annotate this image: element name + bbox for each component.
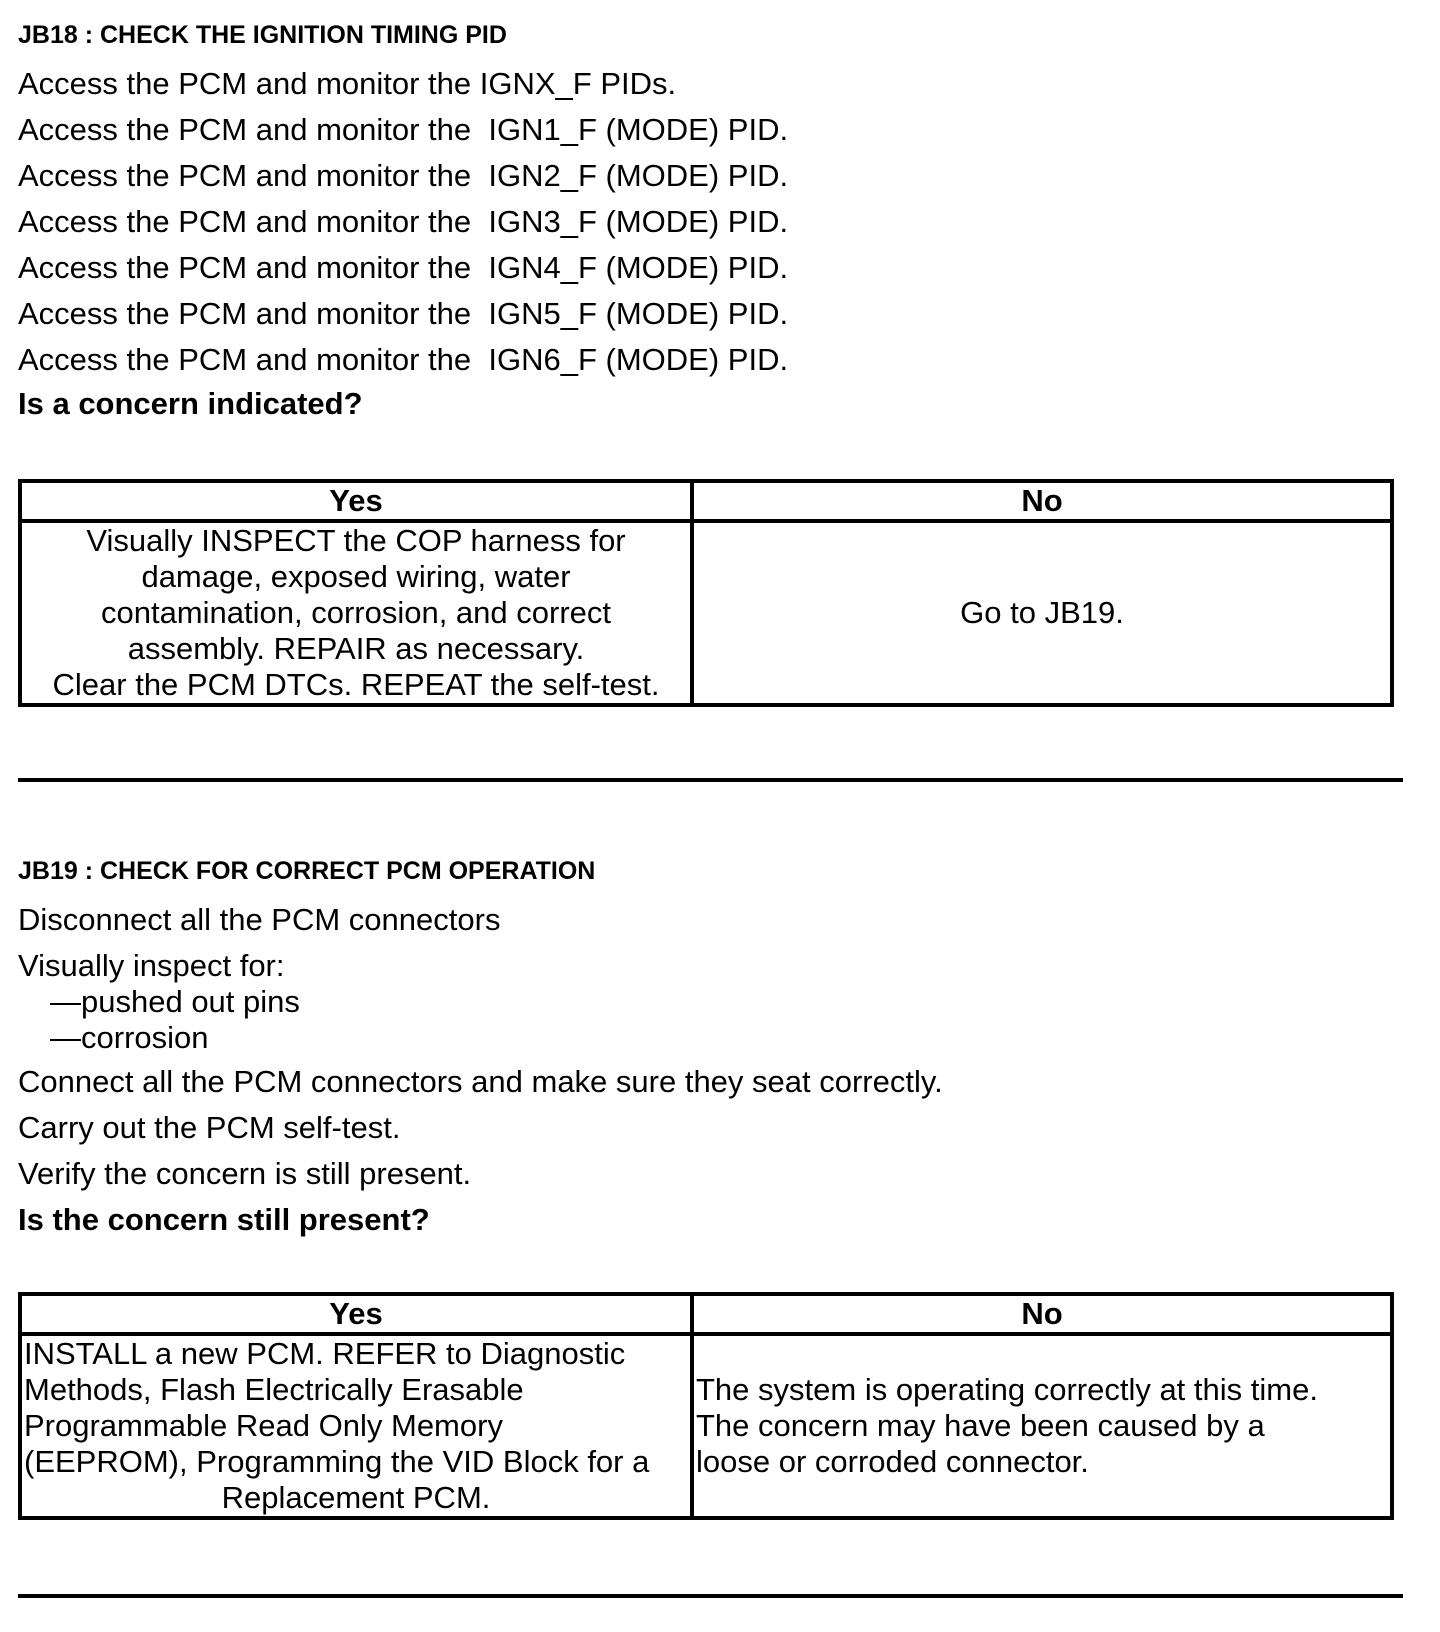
jb19-step-4: Carry out the PCM self-test. [18, 1110, 401, 1145]
jb18-yes-line-1: Visually INSPECT the COP harness for [86, 523, 626, 558]
jb19-no-line-1: The system is operating correctly at this time. [696, 1372, 1318, 1407]
jb18-step-5: Access the PCM and monitor the IGN4_F (MODE) PID. [18, 250, 789, 285]
jb19-yes-line-5: Replacement PCM. [221, 1480, 491, 1515]
jb18-decision-table [18, 479, 1394, 707]
jb19-no-header: No [692, 1294, 1392, 1334]
jb18-divider [18, 778, 1403, 782]
jb19-yes-header: Yes [20, 1294, 692, 1334]
jb19-sub-item-1: —pushed out pins [50, 984, 300, 1019]
jb19-sub-item-2: —corrosion [50, 1020, 209, 1055]
jb19-question: Is the concern still present? [18, 1202, 430, 1237]
jb19-decision-table [18, 1292, 1394, 1520]
jb18-yes-cell [20, 521, 692, 705]
jb18-step-6: Access the PCM and monitor the IGN5_F (MODE) PID. [18, 296, 789, 331]
jb18-question: Is a concern indicated? [18, 386, 363, 421]
jb18-yes-line-5: Clear the PCM DTCs. REPEAT the self-test. [52, 667, 660, 702]
jb19-heading: JB19 : CHECK FOR CORRECT PCM OPERATION [18, 857, 596, 885]
jb19-no-line-3: loose or corroded connector. [696, 1444, 1089, 1479]
jb19-no-line-2: The concern may have been caused by a [696, 1408, 1265, 1443]
jb18-step-1: Access the PCM and monitor the IGNX_F PIDs. [18, 66, 677, 101]
jb19-divider [18, 1594, 1403, 1598]
jb19-step-5: Verify the concern is still present. [18, 1156, 472, 1191]
jb18-step-2: Access the PCM and monitor the IGN1_F (MODE) PID. [18, 112, 789, 147]
jb18-heading: JB18 : CHECK THE IGNITION TIMING PID [18, 21, 507, 49]
jb18-step-3: Access the PCM and monitor the IGN2_F (MODE) PID. [18, 158, 789, 193]
jb19-yes-line-4: (EEPROM), Programming the VID Block for a [24, 1444, 650, 1479]
jb19-step-1: Disconnect all the PCM connectors [18, 902, 501, 937]
jb18-yes-line-2: damage, exposed wiring, water [141, 559, 571, 594]
jb19-step-3: Connect all the PCM connectors and make sure they seat correctly. [18, 1064, 943, 1099]
jb18-yes-line-3: contamination, corrosion, and correct [100, 595, 612, 630]
jb18-no-header: No [692, 481, 1392, 521]
jb19-yes-line-1: INSTALL a new PCM. REFER to Diagnostic [24, 1336, 626, 1371]
jb19-yes-cell [20, 1334, 692, 1518]
jb18-yes-header: Yes [20, 481, 692, 521]
jb19-yes-line-2: Methods, Flash Electrically Erasable [24, 1372, 524, 1407]
jb19-no-cell [692, 1334, 1392, 1518]
jb18-step-4: Access the PCM and monitor the IGN3_F (MODE) PID. [18, 204, 789, 239]
jb18-yes-line-4: assembly. REPAIR as necessary. [127, 631, 585, 666]
jb18-no-cell: Go to JB19. [692, 521, 1392, 705]
jb19-yes-line-3: Programmable Read Only Memory [24, 1408, 503, 1443]
jb19-step-2: Visually inspect for: [18, 948, 285, 983]
jb18-step-7: Access the PCM and monitor the IGN6_F (MODE) PID. [18, 342, 789, 377]
